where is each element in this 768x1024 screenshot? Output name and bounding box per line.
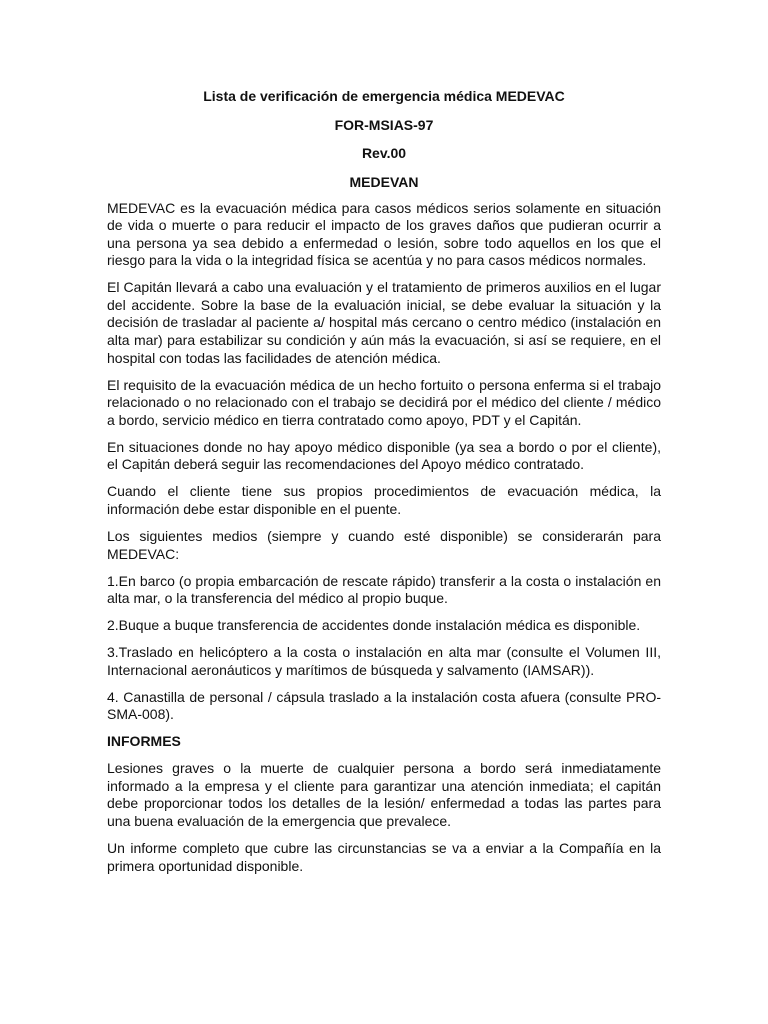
- document-revision: Rev.00: [361, 145, 407, 161]
- paragraph-serious-injuries: Lesiones graves o la muerte de cualquier persona a bordo será inmediatamente informado a la empresa y el cliente para garantizar una atención inmediata; el capitán debe proporcionar todos los detalles de la lesión/ enfermedad a todas las partes para una buena evaluación de la emergencia que prevalece.: [107, 760, 661, 830]
- paragraph-client-procedures: Cuando el cliente tiene sus propios procedimientos de evacuación médica, la información debe estar disponible en el puente.: [107, 483, 661, 517]
- document-title: Lista de verificación de emergencia médica MEDEVAC: [203, 88, 565, 104]
- document-heading: MEDEVAN: [349, 173, 419, 190]
- paragraph-captain-evaluation: El Capitán llevará a cabo una evaluación y el tratamiento de primeros auxilios en el lugar del accidente. Sobre la base de la evaluación inicial, se debe evaluar la situación y la decisión de trasladar al paciente a/ hospital más cercano o centro médico (instalación en alta mar) para estabilizar su condición y aún más la evacuación, si así se requiere, en el hospital con todas las facilidades de atención médica.: [107, 279, 661, 366]
- list-item-2: 2.Buque a buque transferencia de accidentes donde instalación médica es disponible.: [107, 617, 641, 634]
- list-item-4: 4. Canastilla de personal / cápsula traslado a la instalación costa afuera (consulte PRO-SMA-008).: [107, 688, 661, 723]
- section-title-informes: INFORMES: [107, 733, 181, 750]
- paragraph-means-intro: Los siguientes medios (siempre y cuando esté disponible) se considerarán para MEDEVAC:: [107, 527, 661, 562]
- paragraph-requirement: El requisito de la evacuación médica de un hecho fortuito o persona enferma si el trabajo relacionado o no relacionado con el trabajo se decidirá por el médico del cliente / médico a bordo, servicio médico en tierra contratado como apoyo, PDT y el Capitán.: [107, 376, 661, 428]
- document-code: FOR-MSIAS-97: [334, 116, 434, 133]
- list-item-3: 3.Traslado en helicóptero a la costa o instalación en alta mar (consulte el Volumen III, Internacional aeronáuticos y marítimos de búsqueda y salvamento (IAMSAR)).: [107, 644, 661, 678]
- list-item-1: 1.En barco (o propia embarcación de rescate rápido) transferir a la costa o instalación en alta mar, o la transferencia del médico al propio buque.: [107, 572, 661, 607]
- paragraph-medevac-definition: MEDEVAC es la evacuación médica para casos médicos serios solamente en situación de vida o muerte o para reducir el impacto de los graves daños que pudieran ocurrir a una persona ya sea debido a enfermedad o lesión, sobre todo aquellos en los que el riesgo para la vida o la integridad física se acentúa y no para casos médicos normales.: [107, 199, 661, 269]
- document-page: [107, 88, 661, 885]
- paragraph-no-medical-support: En situaciones donde no hay apoyo médico disponible (ya sea a bordo o por el cliente), el Capitán deberá seguir las recomendaciones del Apoyo médico contratado.: [107, 438, 661, 473]
- paragraph-full-report: Un informe completo que cubre las circunstancias se va a enviar a la Compañía en la primera oportunidad disponible.: [107, 840, 661, 874]
